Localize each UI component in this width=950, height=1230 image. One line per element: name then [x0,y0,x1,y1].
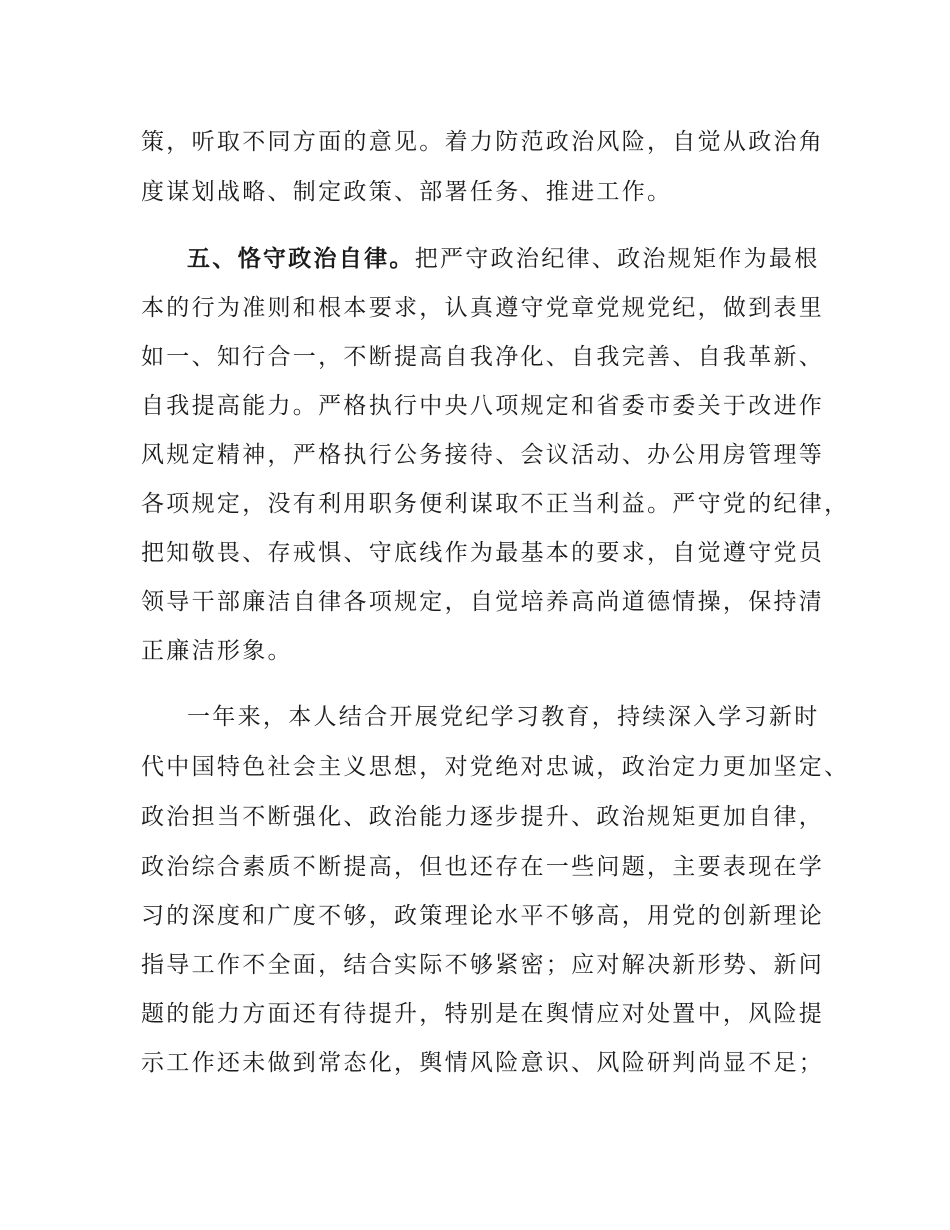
paragraph-line: 指导工作不全面，结合实际不够紧密；应对解决新形势、新问 [141,952,825,978]
paragraph-line: 代中国特色社会主义思想，对党绝对忠诚，政治定力更加坚定、 [141,754,850,780]
paragraph-line: 本的行为准则和根本要求，认真遵守党章党规党纪，做到表里 [141,295,825,321]
paragraph-line: 风规定精神，严格执行公务接待、会议活动、办公用房管理等 [141,442,825,468]
section-heading: 五、恪守政治自律。 [187,246,415,272]
paragraph-line: 政治担当不断强化、政治能力逐步提升、政治规矩更加自律， [141,804,825,830]
paragraph-first-line: 一年来，本人结合开展党纪学习教育，持续深入学习新时 [187,704,820,730]
paragraph-line: 领导干部廉洁自律各项规定，自觉培养高尚道德情操，保持清 [141,589,825,615]
paragraph-text: 把严守政治纪律、政治规矩作为最根 [414,246,820,272]
paragraph-line: 政治综合素质不断提高，但也还存在一些问题，主要表现在学 [141,854,825,880]
paragraph-line: 度谋划战略、制定政策、部署任务、推进工作。 [141,179,673,205]
paragraph-line: 习的深度和广度不够，政策理论水平不够高，用党的创新理论 [141,903,825,929]
paragraph-first-line [187,237,877,281]
paragraph-line: 策，听取不同方面的意见。着力防范政治风险，自觉从政治角 [141,129,825,155]
paragraph-line: 自我提高能力。严格执行中央八项规定和省委市委关于改进作 [141,393,825,419]
paragraph-line: 如一、知行合一，不断提高自我净化、自我完善、自我革新、 [141,344,825,370]
paragraph-line: 题的能力方面还有待提升，特别是在舆情应对处置中，风险提 [141,1001,825,1027]
paragraph-line: 正廉洁形象。 [141,638,293,664]
paragraph-line: 示工作还未做到常态化，舆情风险意识、风险研判尚显不足； [141,1050,825,1076]
paragraph-line: 把知敬畏、存戒惧、守底线作为最基本的要求，自觉遵守党员 [141,540,825,566]
paragraph-line: 各项规定，没有利用职务便利谋取不正当利益。严守党的纪律， [141,491,850,517]
